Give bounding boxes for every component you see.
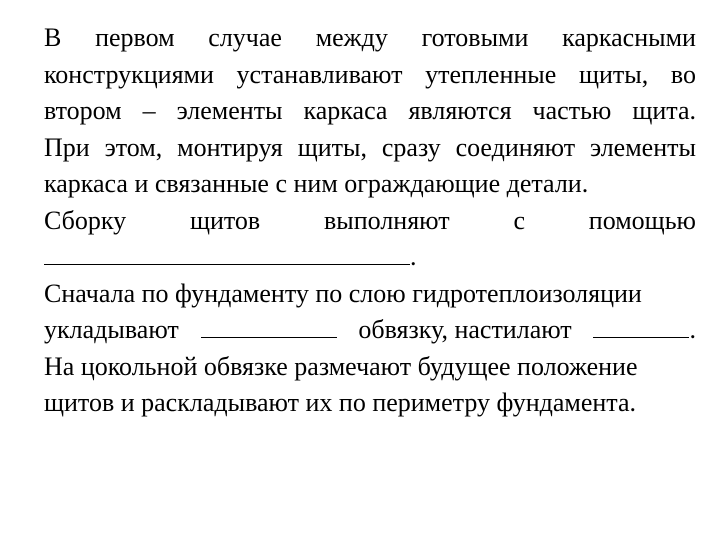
word: –	[142, 96, 156, 125]
blank-with-period	[593, 312, 696, 349]
word: каркаса	[303, 96, 388, 125]
p1-line2	[44, 57, 696, 94]
p3-line3: На цокольной обвязке размечают будущее положение	[44, 351, 638, 381]
word: В	[44, 23, 62, 52]
word: щиты,	[578, 59, 649, 89]
p2-line2	[44, 239, 696, 276]
word: утепленные	[425, 59, 557, 89]
word: При	[44, 132, 90, 162]
word: между	[315, 23, 388, 52]
p1-line3	[44, 93, 696, 130]
word: каркасными	[562, 23, 696, 52]
p3-line2	[44, 312, 696, 349]
word: этом,	[104, 132, 163, 162]
text-block	[44, 20, 696, 422]
word: первом	[95, 23, 175, 52]
word: Сборку	[44, 205, 127, 235]
word: готовыми	[421, 23, 529, 52]
fill-in-blank	[593, 312, 689, 338]
word: конструкциями	[44, 59, 214, 89]
fill-in-blank	[44, 239, 410, 265]
word: соединяют	[455, 132, 576, 162]
word: случае	[208, 23, 282, 52]
word: являются	[408, 96, 512, 125]
p1-line1	[44, 20, 696, 57]
p2-line1	[44, 203, 696, 240]
p1-line4	[44, 130, 696, 167]
period: .	[689, 315, 696, 344]
word: с	[513, 205, 525, 235]
word: элементы	[590, 132, 696, 162]
p3-line4: щитов и раскладывают их по периметру фундамента.	[44, 388, 637, 417]
word: частью	[532, 96, 612, 125]
word: втором	[44, 96, 122, 125]
word: помощью	[588, 205, 696, 235]
fill-in-blank	[201, 312, 337, 338]
word: во	[670, 59, 696, 89]
word: элементы	[176, 96, 283, 125]
word: выполняют	[324, 205, 450, 235]
p1-line5: каркаса и связанные с ним ограждающие детали.	[44, 169, 589, 198]
period: .	[410, 242, 417, 271]
word: укладывают	[44, 315, 179, 344]
text-fragment: обвязку, настилают	[358, 315, 572, 344]
word: щита.	[632, 96, 696, 125]
word: сразу	[381, 132, 441, 162]
word: устанавливают	[236, 59, 403, 89]
word: монтируя	[177, 132, 283, 162]
word: щиты,	[297, 132, 367, 162]
word: щитов	[189, 205, 261, 235]
p3-line1: Сначала по фундаменту по слою гидротеплоизоляции	[44, 278, 642, 308]
